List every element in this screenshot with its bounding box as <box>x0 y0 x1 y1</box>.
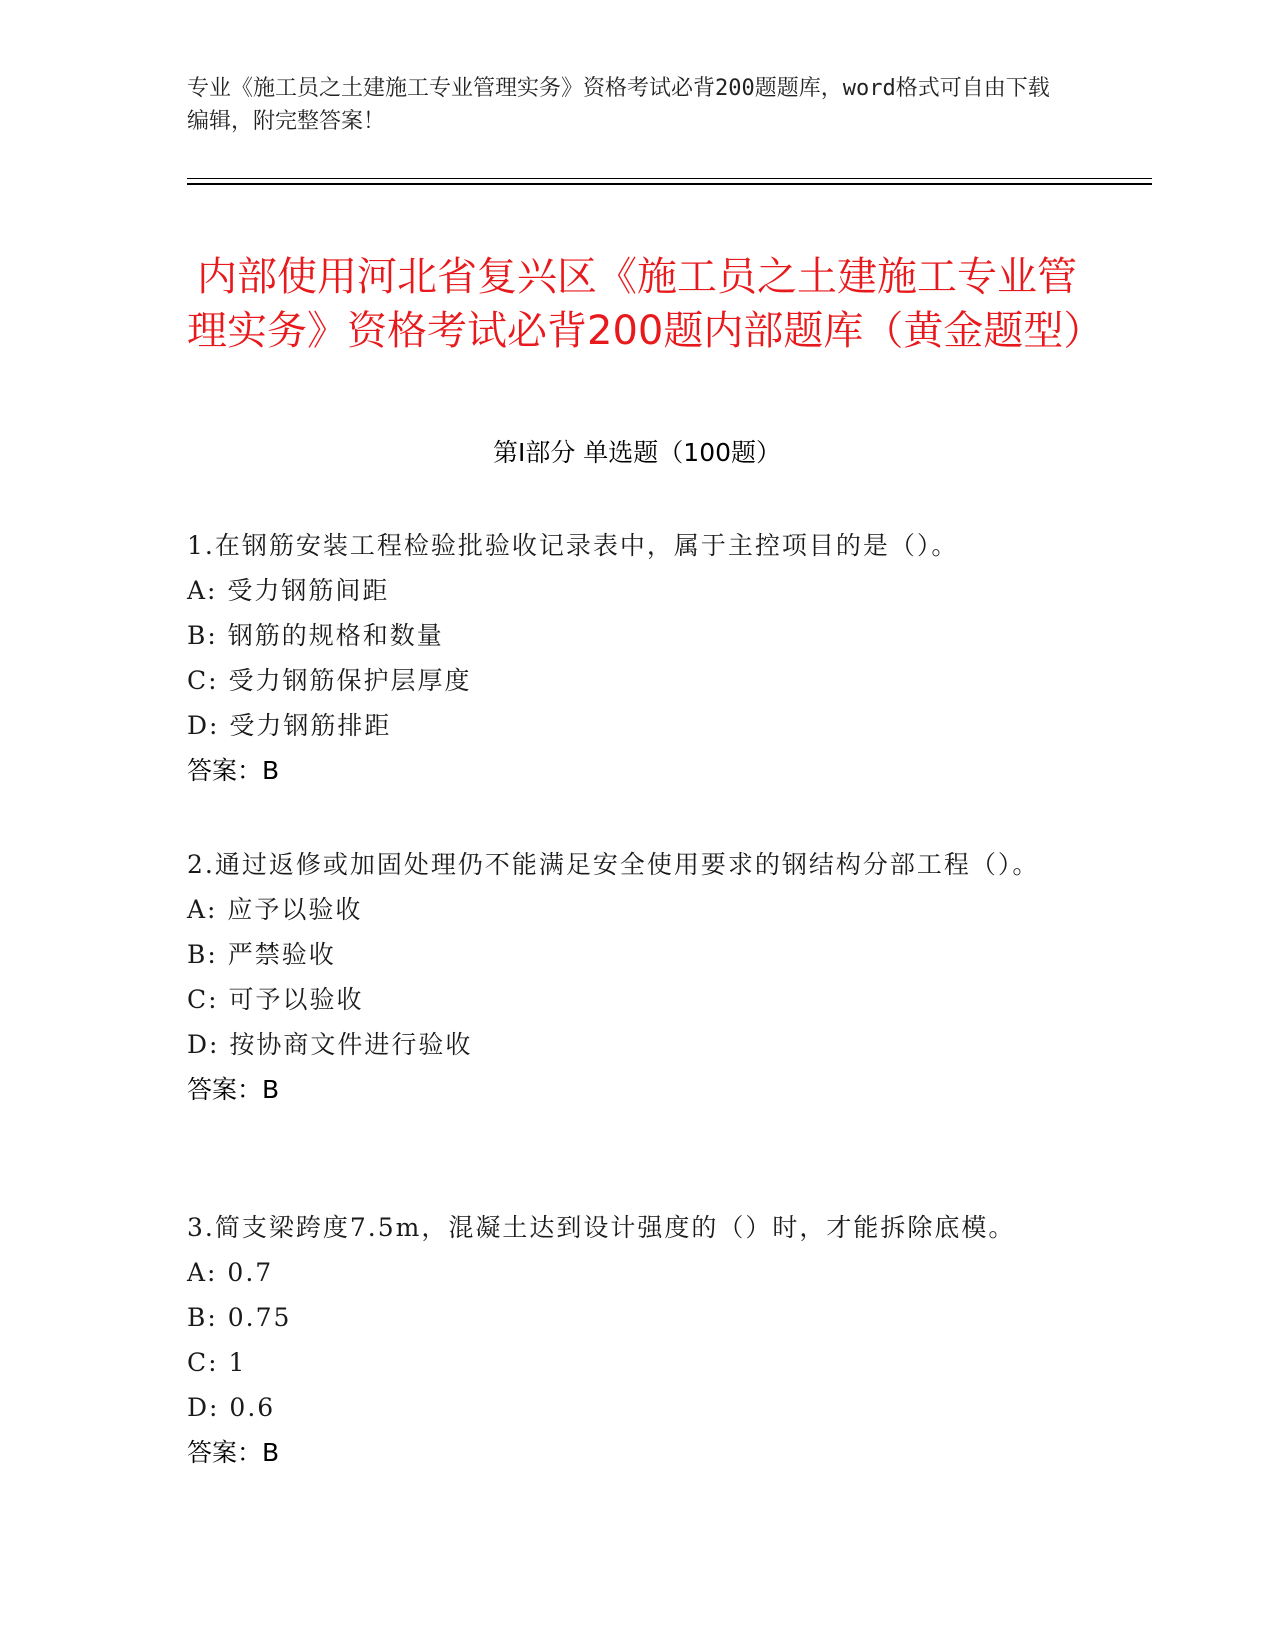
question-stem: 1.在钢筋安装工程检验批验收记录表中，属于主控项目的是（）。 <box>187 531 959 560</box>
answer: 答案：B <box>187 1075 280 1104</box>
question-2 <box>187 842 1067 1112</box>
option-c: C: 受力钢筋保护层厚度 <box>187 666 472 695</box>
section-heading: 第Ⅰ部分 单选题（100题） <box>492 438 782 467</box>
question-3 <box>187 1205 1067 1475</box>
option-b: B: 0.75 <box>187 1303 292 1332</box>
option-b: B: 钢筋的规格和数量 <box>187 621 444 650</box>
option-a: A: 0.7 <box>187 1258 274 1287</box>
option-d: D: 受力钢筋排距 <box>187 711 392 740</box>
header-divider-thin <box>187 178 1152 179</box>
option-a: A: 应予以验收 <box>187 895 363 924</box>
option-b: B: 严禁验收 <box>187 940 336 969</box>
header-note: 专业《施工员之土建施工专业管理实务》资格考试必背200题题库，word格式可自由下载编辑，附完整答案！ <box>187 76 1050 134</box>
answer: 答案：B <box>187 756 280 785</box>
question-stem: 3.简支梁跨度7.5m，混凝土达到设计强度的（）时，才能拆除底模。 <box>187 1213 1016 1242</box>
header-divider-thick <box>187 183 1152 185</box>
question-1 <box>187 523 1067 793</box>
question-stem: 2.通过返修或加固处理仍不能满足安全使用要求的钢结构分部工程（）。 <box>187 850 1040 879</box>
option-d: D: 按协商文件进行验收 <box>187 1030 473 1059</box>
answer: 答案：B <box>187 1438 280 1467</box>
document-title: 内部使用河北省复兴区《施工员之土建施工专业管理实务》资格考试必背200题内部题库（黄金题型） <box>187 253 1104 354</box>
option-a: A: 受力钢筋间距 <box>187 576 390 605</box>
option-c: C: 可予以验收 <box>187 985 364 1014</box>
option-d: D: 0.6 <box>187 1393 276 1422</box>
option-c: C: 1 <box>187 1348 247 1377</box>
